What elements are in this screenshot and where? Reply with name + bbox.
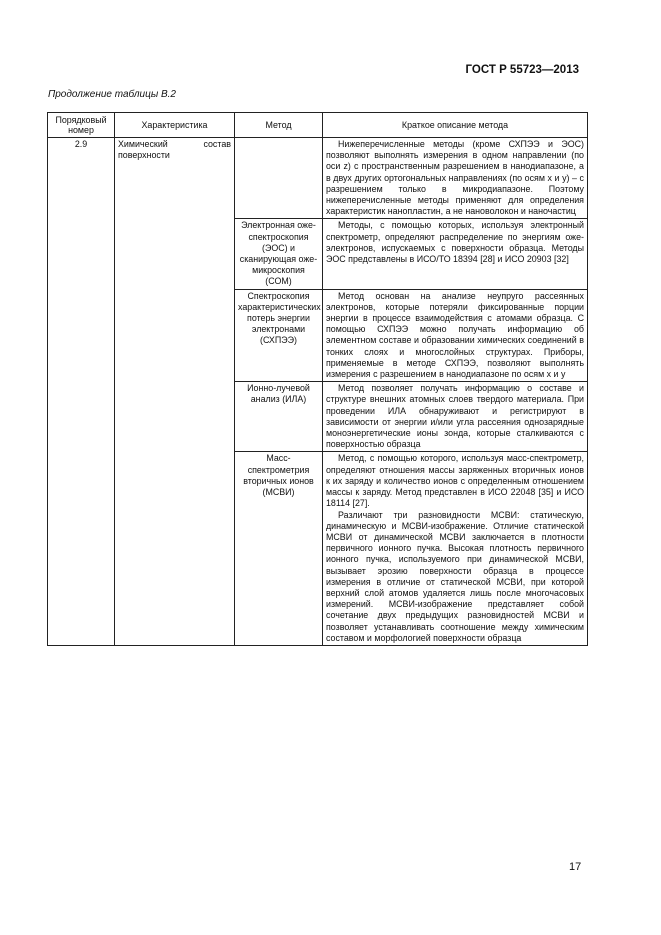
method-name: Масс-спектрометрия вторичных ионов (МСВИ) xyxy=(235,452,323,645)
standard-designation: ГОСТ Р 55723—2013 xyxy=(465,64,579,76)
row-characteristic: Химический состав поверхности xyxy=(115,138,235,646)
header-characteristic: Характеристика xyxy=(115,113,235,138)
method-name: Спектроскопия характеристических потерь энергии электронами (СХПЭЭ) xyxy=(235,289,323,382)
table-header-row xyxy=(48,113,588,138)
method-name: Ионно-лучевой анализ (ИЛА) xyxy=(235,382,323,452)
header-method: Метод xyxy=(235,113,323,138)
method-description: Метод основан на анализе неупруго рассеянных электронов, которые потеряли фиксированные порции энергии в процессе взаимодействия с атомами образца. С помощью СХПЭЭ можно получать информацию об элементном составе и образовании химических соединений в тонких слоях и многослойных структурах. Приборы, применяемые в методе СХПЭЭ, позволяют выполнять измерения с разрешением в нанодиапазоне по осям x и y xyxy=(323,289,588,382)
header-description: Краткое описание метода xyxy=(323,113,588,138)
table-row xyxy=(48,138,588,219)
method-description: Методы, с помощью которых, используя электронный спектрометр, определяют распределение по энергиям оже-электронов, испускаемых с поверхности образца. Методы ЭОС представлены в ИСО/ТО 18394 [28] и ИСО 20903 [32] xyxy=(323,219,588,289)
method-name: Электронная оже-спектроскопия (ЭОС) и сканирующая оже-микроскопия (СОМ) xyxy=(235,219,323,289)
intro-description: Нижеперечисленные методы (кроме СХПЭЭ и ЭОС) позволяют выполнять измерения в одном направлении (по оси z) с пространственным разрешением в нанодиапазоне, а в двух других ортогональных направлениях (по осям x и y) – с разрешением только в микродиапазоне. Поэтому нижеперечисленные методы применяют для определения характеристик нанопластин, а не нановолокон и наночастиц xyxy=(323,138,588,219)
method-description: Метод позволяет получать информацию о составе и структуре внешних атомных слоев твердого материала. При проведении ИЛА обнаруживают и регистрируют в зависимости от энергии и/или угла рассеяния однозарядные моноэнергетические ионы зонда, которые сталкиваются с поверхностью образца xyxy=(323,382,588,452)
page-number: 17 xyxy=(569,861,582,873)
methods-table xyxy=(47,112,588,646)
header-number: Порядковый номер xyxy=(48,113,115,138)
table-continuation-caption: Продолжение таблицы В.2 xyxy=(48,89,176,100)
method-cell-empty xyxy=(235,138,323,219)
row-number: 2.9 xyxy=(48,138,115,646)
method-description: Метод, с помощью которого, используя масс-спектрометр, определяют отношения массы заряженных вторичных ионов к их заряду и количество ионов с определенным отношением массы к заряду. Метод представлен в ИСО 22048 [35] и ИСО 18114 [27]. Различают три разновидности МСВИ: статическую, динамическую и МСВИ-изображение. Отличие статической МСВИ от динамической МСВИ заключается в плотности первичного ионного пучка. Высокая плотность первичного ионного пучка, используемого при динамической МСВИ, вызывает эрозию поверхности образца в процессе измерения в отличие от статической МСВИ, при которой верхний слой атомов удаляется лишь после многочасовых измерений. МСВИ-изображение представляет собой сочетание двух предыдущих разновидностей МСВИ и позволяет устанавливать соотношение между химическим составом и морфологией поверхности образца xyxy=(323,452,588,645)
